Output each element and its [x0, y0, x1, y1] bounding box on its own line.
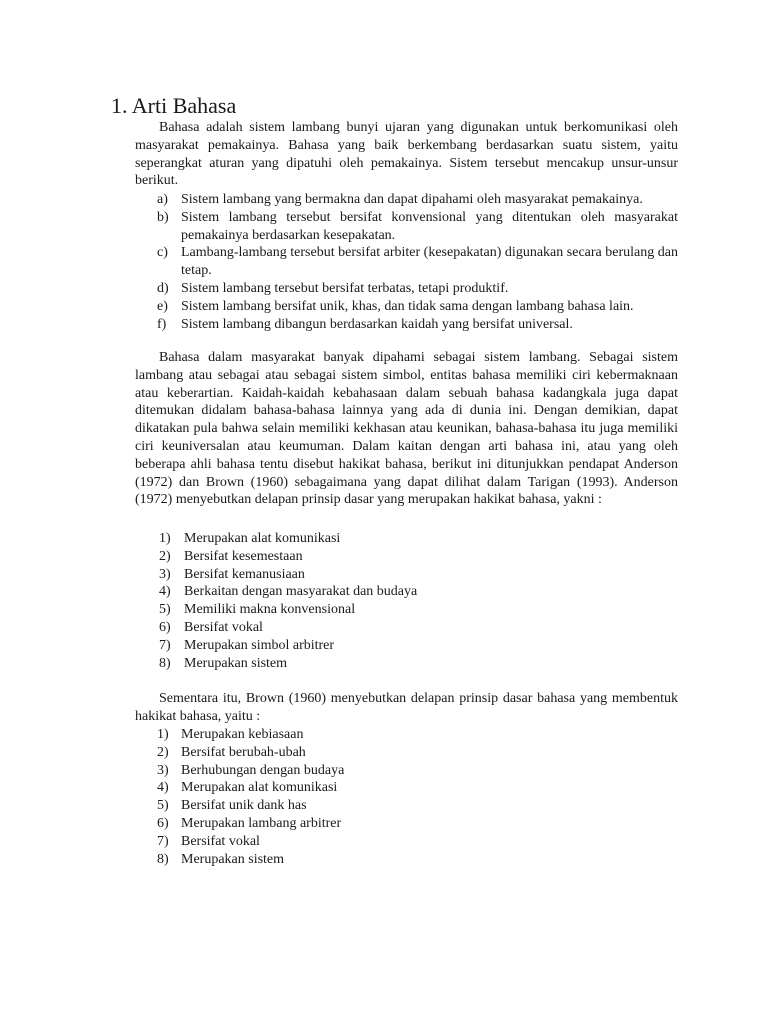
- list-item: [159, 637, 559, 655]
- list-item: [159, 619, 559, 637]
- list-marker: e): [157, 298, 168, 314]
- body-paragraph: Bahasa dalam masyarakat banyak dipahami sebagai sistem lambang. Sebagai sistem lambang atau sebagai atau sebagai sistem simbol, entitas bahasa memiliki ciri kebermaknaan atau keberartian. Kaidah-kaidah kebahasaan dalam sebuah bahasa kadangkala juga dapat ditemukan didalam bahasa-bahasa lainnya yang ada di dunia ini. Dengan demikian, dapat dikatakan pula bahwa selain memiliki kekhasan atau keunikan, bahasa-bahasa itu juga memiliki ciri keuniversalan atau keumuman. Dalam kaitan dengan arti bahasa ini, atau yang oleh beberapa ahli bahasa tentu disebut hakikat bahasa, berikut ini ditunjukkan pendapat Anderson (1972) dan Brown (1960) sebagaimana yang dapat dilihat dalam Tarigan (1993). Anderson (1972) menyebutkan delapan prinsip dasar yang merupakan hakikat bahasa, yakni :: [135, 350, 678, 508]
- list-marker: 1): [159, 531, 171, 546]
- list-marker: 8): [159, 655, 171, 671]
- intro-paragraph: Bahasa adalah sistem lambang bunyi ujaran yang digunakan untuk berkomunikasi oleh masyarakat pemakainya. Bahasa yang baik berkembang berdasarkan suatu sistem, yaitu seperangkat aturan yang dipatuhi oleh pemakainya. Sistem tersebut mencakup unsur-unsur berikut.: [135, 120, 678, 189]
- section-heading: 1. Arti Bahasa: [111, 93, 237, 118]
- list-item-text: Memiliki makna konvensional: [184, 602, 356, 618]
- anderson-principles-list: [159, 530, 559, 672]
- list-item: [157, 316, 678, 334]
- list-marker: b): [157, 209, 169, 225]
- list-item: [157, 797, 557, 815]
- list-marker: 8): [157, 851, 169, 867]
- list-item-text: Berkaitan dengan masyarakat dan budaya: [184, 584, 418, 600]
- alpha-list: [157, 191, 678, 333]
- list-item: [157, 779, 557, 797]
- list-item-text: Bersifat kesemestaan: [184, 548, 303, 564]
- list-item-text: Lambang-lambang tersebut bersifat arbiter (kesepakatan) digunakan secara berulang dan tetap.: [181, 245, 678, 279]
- list-item-text: Merupakan lambang arbitrer: [181, 815, 342, 831]
- list-item: [159, 583, 559, 601]
- list-item-text: Merupakan sistem: [184, 655, 288, 671]
- list-item: [157, 762, 557, 780]
- list-item: [157, 833, 557, 851]
- list-item: [157, 851, 557, 869]
- list-item-text: Merupakan kebiasaan: [181, 727, 304, 742]
- list-item: [159, 655, 559, 673]
- list-marker: 4): [157, 780, 169, 796]
- list-item-text: Sistem lambang tersebut bersifat konvensional yang ditentukan oleh masyarakat pemakainya berdasarkan kesepakatan.: [181, 209, 678, 243]
- list-item-text: Bersifat berubah-ubah: [181, 744, 306, 760]
- list-item: [159, 530, 559, 548]
- list-marker: d): [157, 280, 169, 296]
- list-marker: 4): [159, 584, 171, 600]
- list-item: [157, 744, 557, 762]
- list-item: [157, 726, 557, 744]
- list-item: [157, 280, 678, 298]
- list-item: [157, 244, 678, 280]
- list-item-text: Sistem lambang dibangun berdasarkan kaidah yang bersifat universal.: [181, 316, 573, 332]
- list-marker: f): [157, 316, 167, 332]
- list-marker: 6): [159, 619, 171, 635]
- list-marker: c): [157, 245, 168, 261]
- list-item: [157, 191, 678, 209]
- list-marker: 1): [157, 727, 169, 742]
- list-item-text: Bersifat unik dank has: [181, 798, 307, 814]
- brown-intro-paragraph: Sementara itu, Brown (1960) menyebutkan delapan prinsip dasar bahasa yang membentuk hakikat bahasa, yaitu :: [135, 691, 678, 724]
- list-marker: 2): [157, 744, 169, 760]
- list-item-text: Berhubungan dengan budaya: [181, 762, 345, 778]
- list-item-text: Merupakan simbol arbitrer: [184, 637, 335, 653]
- list-item-text: Bersifat kemanusiaan: [184, 566, 305, 582]
- list-item: [157, 209, 678, 245]
- list-item-text: Bersifat vokal: [184, 619, 263, 635]
- list-item-text: Merupakan alat komunikasi: [184, 531, 341, 546]
- list-item-text: Sistem lambang tersebut bersifat terbatas, tetapi produktif.: [181, 280, 509, 296]
- brown-principles-list: [157, 726, 557, 868]
- list-item-text: Merupakan sistem: [181, 851, 285, 867]
- list-marker: 3): [157, 762, 169, 778]
- list-item-text: Sistem lambang yang bermakna dan dapat dipahami oleh masyarakat pemakainya.: [181, 192, 643, 207]
- list-item: [157, 298, 678, 316]
- list-marker: 2): [159, 548, 171, 564]
- list-marker: 7): [159, 637, 171, 653]
- list-marker: 5): [157, 798, 169, 814]
- list-item-text: Sistem lambang bersifat unik, khas, dan tidak sama dengan lambang bahasa lain.: [181, 298, 634, 314]
- list-marker: 7): [157, 833, 169, 849]
- list-item: [159, 548, 559, 566]
- list-marker: 3): [159, 566, 171, 582]
- list-marker: 6): [157, 815, 169, 831]
- list-item-text: Bersifat vokal: [181, 833, 260, 849]
- list-item: [159, 601, 559, 619]
- list-item: [157, 815, 557, 833]
- list-item-text: Merupakan alat komunikasi: [181, 780, 338, 796]
- list-marker: a): [157, 192, 168, 207]
- list-item: [159, 566, 559, 584]
- list-marker: 5): [159, 602, 171, 618]
